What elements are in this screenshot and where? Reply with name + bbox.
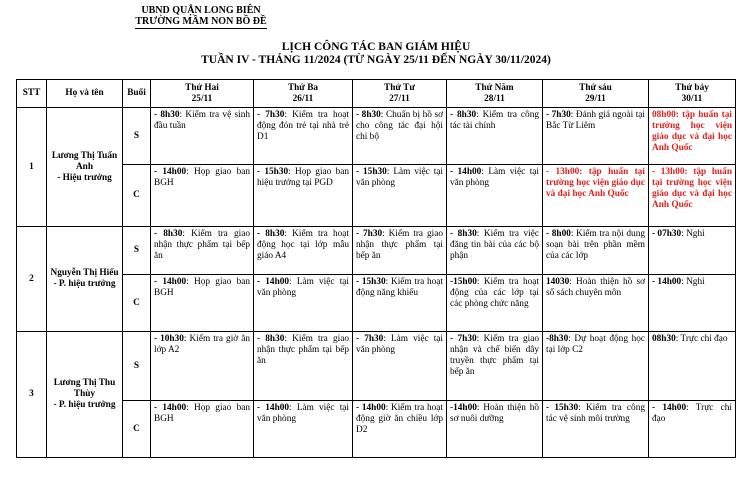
schedule-task: : Kiểm tra công tác vệ sinh môi trường xyxy=(546,403,646,424)
schedule-time: - 7h30 xyxy=(546,110,571,120)
col-day-header: Thứ bảy 30/11 xyxy=(649,80,736,108)
schedule-time: - 8h30 xyxy=(257,334,285,344)
schedule-task: : Nghỉ xyxy=(681,229,705,239)
col-session-header: Buổi xyxy=(123,80,151,108)
schedule-cell xyxy=(353,227,447,275)
table-row xyxy=(17,332,736,401)
schedule-cell xyxy=(254,108,353,165)
schedule-cell xyxy=(254,401,353,458)
schedule-time: - 15h30 xyxy=(546,403,579,413)
table-row xyxy=(17,401,736,458)
schedule-time: - 14h00 xyxy=(257,277,290,287)
schedule-time: - 07h30 xyxy=(652,229,682,239)
schedule-task: : Kiểm tra giờ ăn lớp A2 xyxy=(154,334,251,355)
schedule-time: 14030 xyxy=(546,277,570,287)
schedule-cell xyxy=(353,332,447,401)
schedule-time: - 14h00 xyxy=(154,277,187,287)
schedule-task: : Kiểm tra giao nhận thực phẩm tại bếp ăn xyxy=(257,334,349,366)
title-line-2: TUẦN IV - THÁNG 11/2024 (TỪ NGÀY 25/11 ĐẾN NGÀY 30/11/2024) xyxy=(201,54,551,66)
staff-role: - P. hiệu trưởng xyxy=(53,279,116,289)
col-day-header: Thứ Năm 28/11 xyxy=(447,80,543,108)
schedule-task: : Họp giao ban hiệu trưởng tại PGD xyxy=(257,167,349,188)
schedule-task: : Nghỉ xyxy=(681,277,705,287)
schedule-cell xyxy=(649,165,736,227)
schedule-cell xyxy=(649,227,736,275)
schedule-task: : Kiểm tra hoạt động đón trẻ tại nhà trẻ D1 xyxy=(257,110,349,142)
schedule-cell xyxy=(543,332,649,401)
staff-cell xyxy=(47,108,123,227)
schedule-time: 08h00 xyxy=(652,110,676,120)
session-label: S xyxy=(123,108,151,165)
schedule-cell xyxy=(151,165,254,227)
schedule-time: - 8h30 xyxy=(257,229,285,239)
col-day-header: Thứ sáu 29/11 xyxy=(543,80,649,108)
schedule-time: -14h00 xyxy=(450,403,477,413)
schedule-cell xyxy=(151,275,254,332)
document-title xyxy=(0,41,752,67)
schedule-time: - 14h00 xyxy=(154,403,187,413)
title-line-1: LỊCH CÔNG TÁC BAN GIÁM HIỆU xyxy=(281,41,471,53)
schedule-task: : Họp giao ban BGH xyxy=(154,403,250,424)
schedule-cell xyxy=(353,165,447,227)
schedule-task: : Kiểm tra giao nhận thực phẩm tại bếp ăn xyxy=(356,229,443,261)
col-day-header: Thứ Hai 25/11 xyxy=(151,80,254,108)
staff-cell xyxy=(47,227,123,332)
row-number: 1 xyxy=(17,108,47,227)
schedule-cell xyxy=(151,401,254,458)
schedule-cell xyxy=(353,401,447,458)
schedule-task: : Trực chỉ đạo xyxy=(652,403,732,424)
col-stt-header: STT xyxy=(17,80,47,108)
schedule-time: - 7h30 xyxy=(356,229,383,239)
header-row xyxy=(17,80,736,108)
district-name: UBND QUẬN LONG BIÊN xyxy=(141,5,261,16)
staff-role: - Hiệu trưởng xyxy=(57,172,112,183)
schedule-task: : Hoàn thiện hồ sơ sổ sách chuyên môn xyxy=(546,277,645,298)
schedule-task: : Làm việc tại văn phòng xyxy=(257,277,349,298)
staff-name: Lương Thị Thu Thùy xyxy=(53,378,116,399)
schedule-cell xyxy=(543,108,649,165)
schedule-time: - 14h00 xyxy=(652,403,687,413)
schedule-task: : Trực chỉ đạo xyxy=(675,334,728,344)
schedule-task: : Kiểm tra hoạt động của các lớp tại các phòng chức năng xyxy=(450,277,539,309)
schedule-task: : tập huấn tại trường học viện giáo dục và đại học Anh Quốc xyxy=(652,167,732,210)
schedule-table xyxy=(16,79,736,458)
schedule-time: - 15h30 xyxy=(356,167,387,177)
schedule-time: - 8h30 xyxy=(154,110,180,120)
schedule-cell xyxy=(254,332,353,401)
schedule-cell xyxy=(254,227,353,275)
schedule-task: : Kiểm tra nội dung soạn bài trên phần mềm của các lớp xyxy=(546,229,645,261)
schedule-time: -15h00 xyxy=(450,277,477,287)
schedule-cell xyxy=(447,165,543,227)
schedule-task: : Hoàn thiện hồ sơ nuôi dưỡng xyxy=(450,403,539,424)
schedule-cell xyxy=(151,227,254,275)
session-label: S xyxy=(123,227,151,275)
row-number: 2 xyxy=(17,227,47,332)
schedule-time: - 8h30 xyxy=(154,229,183,239)
schedule-cell xyxy=(543,227,649,275)
schedule-task: : Làm việc tại văn phòng xyxy=(450,167,539,188)
schedule-task: : Làm việc tại văn phòng xyxy=(356,334,443,355)
session-label: C xyxy=(123,275,151,332)
schedule-task: : Kiểm tra hoạt động học tại lớp mẫu giáo A4 xyxy=(257,229,349,261)
table-row xyxy=(17,108,736,165)
school-name: TRƯỜNG MẦM NON BỒ ĐỀ xyxy=(135,16,267,27)
table-row xyxy=(17,165,736,227)
schedule-task: : tập huấn tại trường học viện giáo dục và đại học Anh Quốc xyxy=(546,167,645,199)
schedule-task: : Kiểm tra vệ sinh đầu tuần xyxy=(154,110,250,131)
staff-role: - P. hiệu trưởng xyxy=(53,400,116,410)
table-row xyxy=(17,227,736,275)
schedule-cell xyxy=(447,227,543,275)
schedule-task: : Họp giao ban BGH xyxy=(154,277,250,298)
col-name-header: Họ và tên xyxy=(47,80,123,108)
staff-name: Nguyễn Thị Hiếu xyxy=(50,268,119,278)
schedule-task: : Kiểm tra giao nhận thực phẩm tại bếp ăn xyxy=(154,229,250,261)
schedule-time: - 13h00 xyxy=(652,167,685,177)
schedule-cell xyxy=(543,401,649,458)
schedule-cell xyxy=(447,275,543,332)
staff-cell xyxy=(47,332,123,458)
schedule-cell xyxy=(649,108,736,165)
schedule-cell xyxy=(151,108,254,165)
schedule-time: - 14h00 xyxy=(257,403,290,413)
schedule-time: - 14h00 xyxy=(450,167,482,177)
schedule-task: : Dự hoạt động học tại lớp C2 xyxy=(546,334,645,355)
organization-header xyxy=(126,5,276,29)
schedule-time: 08h30 xyxy=(652,334,676,344)
schedule-task: : Kiểm tra hoạt động năng khiếu xyxy=(356,277,443,298)
schedule-cell xyxy=(353,108,447,165)
schedule-cell xyxy=(649,275,736,332)
schedule-time: - 7h30 xyxy=(450,334,477,344)
col-day-header: Thứ Ba 26/11 xyxy=(254,80,353,108)
schedule-task: : Họp giao ban BGH xyxy=(154,167,250,188)
staff-name: Lương Thị Tuấn Anh xyxy=(51,150,118,172)
schedule-time: - 8h00 xyxy=(546,229,571,239)
schedule-time: - 13h00 xyxy=(546,167,580,177)
schedule-time: - 7h30 xyxy=(356,334,384,344)
schedule-time: - 8h30 xyxy=(450,110,477,120)
schedule-time: - 15h30 xyxy=(257,167,289,177)
schedule-cell xyxy=(254,165,353,227)
schedule-task: : Kiểm tra hoạt động giờ ăn chiều lớp D2 xyxy=(356,403,443,435)
table-row xyxy=(17,275,736,332)
schedule-time: -8h30 xyxy=(546,334,569,344)
schedule-task: : Kiểm tra việc đăng tin bài của các bộ phận xyxy=(450,229,539,261)
schedule-time: - 15h30 xyxy=(356,277,386,287)
schedule-task: : Đánh giá ngoài tại Bắc Từ Liêm xyxy=(546,110,645,131)
schedule-time: - 14h00 xyxy=(652,277,682,287)
session-label: C xyxy=(123,165,151,227)
schedule-time: - 8h30 xyxy=(450,229,477,239)
schedule-cell xyxy=(447,332,543,401)
schedule-time: - 14h00 xyxy=(154,167,187,177)
row-number: 3 xyxy=(17,332,47,458)
schedule-task: : Chuẩn bị hồ sơ cho công tác đại hội chi bộ xyxy=(356,110,443,142)
session-label: S xyxy=(123,332,151,401)
schedule-time: - 10h30 xyxy=(154,334,184,344)
schedule-cell xyxy=(254,275,353,332)
schedule-task: : Kiểm tra giao nhận và chế biến dây truyền thực phẩm tại bếp ăn xyxy=(450,334,539,377)
schedule-cell xyxy=(649,332,736,401)
session-label: C xyxy=(123,401,151,458)
col-day-header: Thứ Tư 27/11 xyxy=(353,80,447,108)
schedule-cell xyxy=(447,401,543,458)
schedule-task: : Làm việc tại văn phòng xyxy=(356,167,443,188)
schedule-cell xyxy=(151,332,254,401)
schedule-task: : tập huấn tại trường học viện giáo dục và đại học Anh Quốc xyxy=(652,110,732,153)
schedule-cell xyxy=(543,165,649,227)
schedule-time: - 14h00 xyxy=(356,403,386,413)
schedule-time: - 7h30 xyxy=(257,110,285,120)
schedule-cell xyxy=(543,275,649,332)
schedule-body xyxy=(17,108,736,458)
schedule-cell xyxy=(649,401,736,458)
schedule-time: - 8h30 xyxy=(356,110,381,120)
schedule-cell xyxy=(353,275,447,332)
schedule-task: : Làm việc tại văn phòng xyxy=(257,403,349,424)
schedule-cell xyxy=(447,108,543,165)
schedule-task: : Kiểm tra công tác tài chính xyxy=(450,110,539,131)
